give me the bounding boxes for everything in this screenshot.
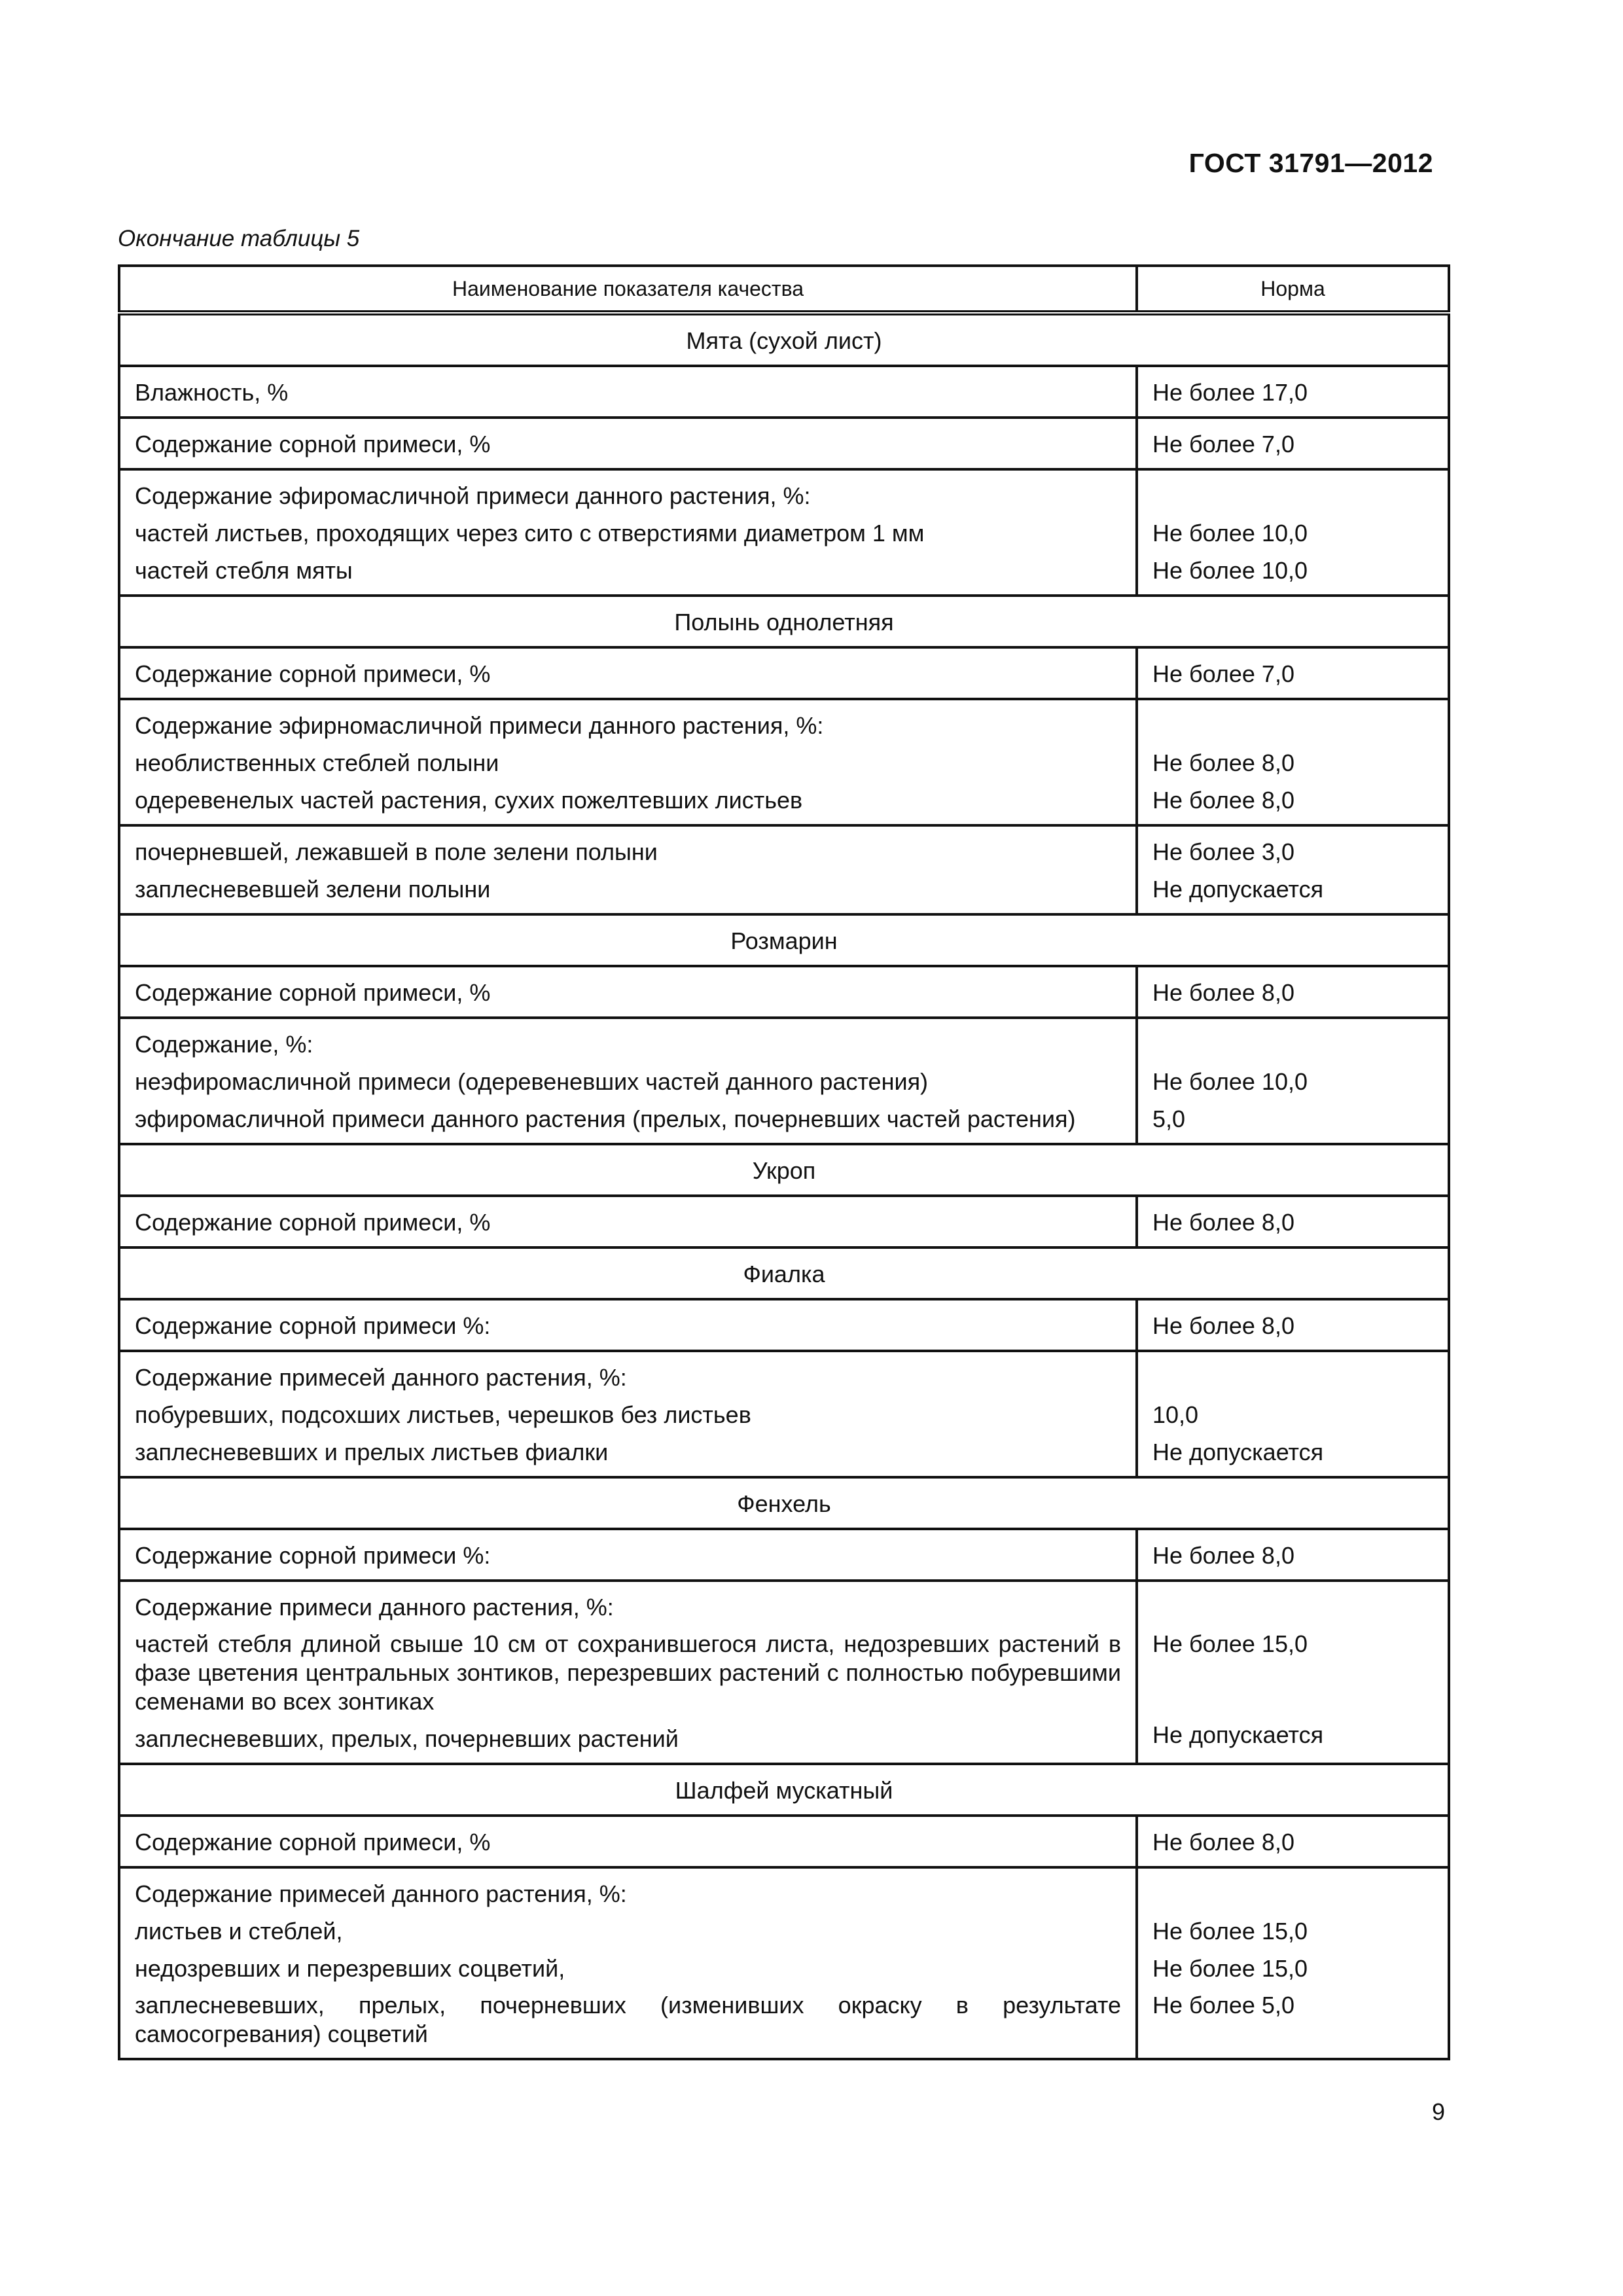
section-title: Укроп <box>119 1144 1449 1196</box>
indicator-text: Содержание эфиромасличной примеси данного растения, %: <box>135 482 811 509</box>
indicator-text: Содержание примеси данного растения, %: <box>135 1594 614 1621</box>
indicator-text: заплесневевшей зелени полыни <box>135 876 491 903</box>
section-title: Фиалка <box>119 1247 1449 1299</box>
indicator-cell <box>119 647 1137 699</box>
norm-value: Не допускается <box>1152 876 1324 903</box>
table-row <box>119 966 1449 1018</box>
indicator-text: необлиственных стеблей полыни <box>135 749 499 776</box>
norm-cell <box>1137 647 1449 699</box>
norm-cell <box>1137 1816 1449 1867</box>
indicator-text: Содержание эфирномасличной примеси данного растения, %: <box>135 712 824 739</box>
table-row <box>119 418 1449 469</box>
table-row <box>119 1529 1449 1581</box>
norm-value <box>1152 707 1433 744</box>
table-section-row <box>119 1247 1449 1299</box>
page-number: 9 <box>1431 2098 1445 2125</box>
table-header <box>119 266 1449 313</box>
norm-value: Не допускается <box>1152 1439 1324 1465</box>
norm-value <box>1152 1588 1433 1626</box>
indicator-cell <box>119 825 1137 914</box>
indicator-text: Содержание примесей данного растения, %: <box>135 1880 627 1907</box>
norm-value: Не более 8,0 <box>1152 787 1294 814</box>
indicator-text: Содержание сорной примеси %: <box>135 1312 491 1339</box>
indicator-cell <box>119 1196 1137 1247</box>
indicator-text: частей листьев, проходящих через сито с отверстиями диаметром 1 мм <box>135 520 925 547</box>
norm-value: Не более 7,0 <box>1152 431 1294 457</box>
indicator-text: листьев и стеблей, <box>135 1918 343 1945</box>
norm-value: Не более 10,0 <box>1152 557 1308 584</box>
norm-value: Не более 15,0 <box>1152 1630 1308 1657</box>
norm-value: Не более 5,0 <box>1152 1992 1294 2018</box>
norm-value: Не более 8,0 <box>1152 1209 1294 1236</box>
norm-value: Не более 10,0 <box>1152 1068 1308 1095</box>
indicator-text: эфиромасличной примеси данного растения (прелых, почерневших частей растения) <box>135 1105 1076 1132</box>
table-row <box>119 1351 1449 1477</box>
indicator-text: Содержание, %: <box>135 1031 313 1058</box>
indicator-cell <box>119 1529 1137 1581</box>
indicator-text: Содержание сорной примеси, % <box>135 431 491 457</box>
table-caption: Окончание таблицы 5 <box>118 226 360 251</box>
norm-value: Не более 8,0 <box>1152 979 1294 1006</box>
table-row <box>119 1018 1449 1144</box>
section-title: Шалфей мускатный <box>119 1764 1449 1816</box>
table-section-row <box>119 313 1449 366</box>
table-row <box>119 1816 1449 1867</box>
indicator-cell <box>119 1351 1137 1477</box>
indicator-cell <box>119 1299 1137 1351</box>
norm-value: 10,0 <box>1152 1401 1199 1428</box>
norm-value <box>1152 1359 1433 1396</box>
norm-value: Не более 7,0 <box>1152 660 1294 687</box>
norm-value: Не более 15,0 <box>1152 1955 1308 1982</box>
table-row <box>119 1581 1449 1764</box>
norm-cell <box>1137 1581 1449 1764</box>
indicator-text: заплесневевших, прелых, почерневших растений <box>135 1725 679 1752</box>
norm-value: Не более 8,0 <box>1152 1312 1294 1339</box>
norm-value: Не более 3,0 <box>1152 838 1294 865</box>
section-title: Мята (сухой лист) <box>119 313 1449 366</box>
norm-cell <box>1137 1299 1449 1351</box>
indicator-cell <box>119 366 1137 418</box>
table-row <box>119 647 1449 699</box>
norm-value: Не допускается <box>1152 1721 1324 1748</box>
norm-value <box>1152 477 1433 514</box>
norm-cell <box>1137 1018 1449 1144</box>
column-header-indicator: Наименование показателя качества <box>119 266 1137 313</box>
table-section-row <box>119 1144 1449 1196</box>
indicator-text: Содержание примесей данного растения, %: <box>135 1364 627 1391</box>
norm-cell <box>1137 1529 1449 1581</box>
table-body <box>119 313 1449 2059</box>
indicator-text: Влажность, % <box>135 379 289 406</box>
table-section-row <box>119 596 1449 647</box>
indicator-cell <box>119 1867 1137 2059</box>
table-row <box>119 366 1449 418</box>
table-row <box>119 825 1449 914</box>
indicator-cell <box>119 699 1137 825</box>
indicator-text: Содержание сорной примеси, % <box>135 1829 491 1856</box>
norm-value: Не более 15,0 <box>1152 1918 1308 1945</box>
norm-value: Не более 8,0 <box>1152 749 1294 776</box>
indicator-text: Содержание сорной примеси %: <box>135 1542 491 1569</box>
indicator-cell <box>119 966 1137 1018</box>
norm-value <box>1152 1026 1433 1063</box>
table-row <box>119 699 1449 825</box>
norm-value: 5,0 <box>1152 1105 1186 1132</box>
indicator-text: заплесневевших и прелых листьев фиалки <box>135 1439 609 1465</box>
norm-value: Не более 8,0 <box>1152 1542 1294 1569</box>
indicator-text: недозревших и перезревших соцветий, <box>135 1955 565 1982</box>
norm-value: Не более 17,0 <box>1152 379 1308 406</box>
table-section-row <box>119 1477 1449 1529</box>
table-row <box>119 469 1449 596</box>
indicator-text: почерневшей, лежавшей в поле зелени полыни <box>135 838 658 865</box>
indicator-text: Содержание сорной примеси, % <box>135 979 491 1006</box>
indicator-text: частей стебля длиной свыше 10 см от сохранившегося листа, недозревших растений в фазе цветения центральных зонтиков, перезревших растений с полностью побуревшими семенами во всех зонтиках <box>135 1630 1121 1715</box>
indicator-cell <box>119 1816 1137 1867</box>
norm-value <box>1152 1875 1433 1912</box>
table-row <box>119 1196 1449 1247</box>
quality-table <box>118 264 1450 2060</box>
indicator-text: побуревших, подсохших листьев, черешков без листьев <box>135 1401 751 1428</box>
section-title: Розмарин <box>119 914 1449 966</box>
document-code: ГОСТ 31791—2012 <box>1188 148 1433 178</box>
norm-cell <box>1137 966 1449 1018</box>
indicator-cell <box>119 1581 1137 1764</box>
table-section-row <box>119 914 1449 966</box>
norm-cell <box>1137 1196 1449 1247</box>
indicator-cell <box>119 1018 1137 1144</box>
norm-value: Не более 8,0 <box>1152 1829 1294 1856</box>
norm-cell <box>1137 699 1449 825</box>
indicator-cell <box>119 469 1137 596</box>
norm-cell <box>1137 418 1449 469</box>
norm-cell <box>1137 366 1449 418</box>
indicator-text: частей стебля мяты <box>135 557 353 584</box>
table-row <box>119 1867 1449 2059</box>
norm-cell <box>1137 1867 1449 2059</box>
norm-cell <box>1137 825 1449 914</box>
norm-value: Не более 10,0 <box>1152 520 1308 547</box>
norm-cell <box>1137 469 1449 596</box>
indicator-cell <box>119 418 1137 469</box>
indicator-text: Содержание сорной примеси, % <box>135 660 491 687</box>
indicator-text: одеревенелых частей растения, сухих пожелтевших листьев <box>135 787 803 814</box>
norm-cell <box>1137 1351 1449 1477</box>
indicator-text: заплесневевших, прелых, почерневших (изменивших окраску в результате самосогревания) соцветий <box>135 1992 1121 2047</box>
section-title: Полынь однолетняя <box>119 596 1449 647</box>
table-row <box>119 1299 1449 1351</box>
table-section-row <box>119 1764 1449 1816</box>
column-header-norm: Норма <box>1137 266 1449 313</box>
indicator-text: Содержание сорной примеси, % <box>135 1209 491 1236</box>
indicator-text: неэфиромасличной примеси (одеревеневших частей данного растения) <box>135 1068 929 1095</box>
section-title: Фенхель <box>119 1477 1449 1529</box>
